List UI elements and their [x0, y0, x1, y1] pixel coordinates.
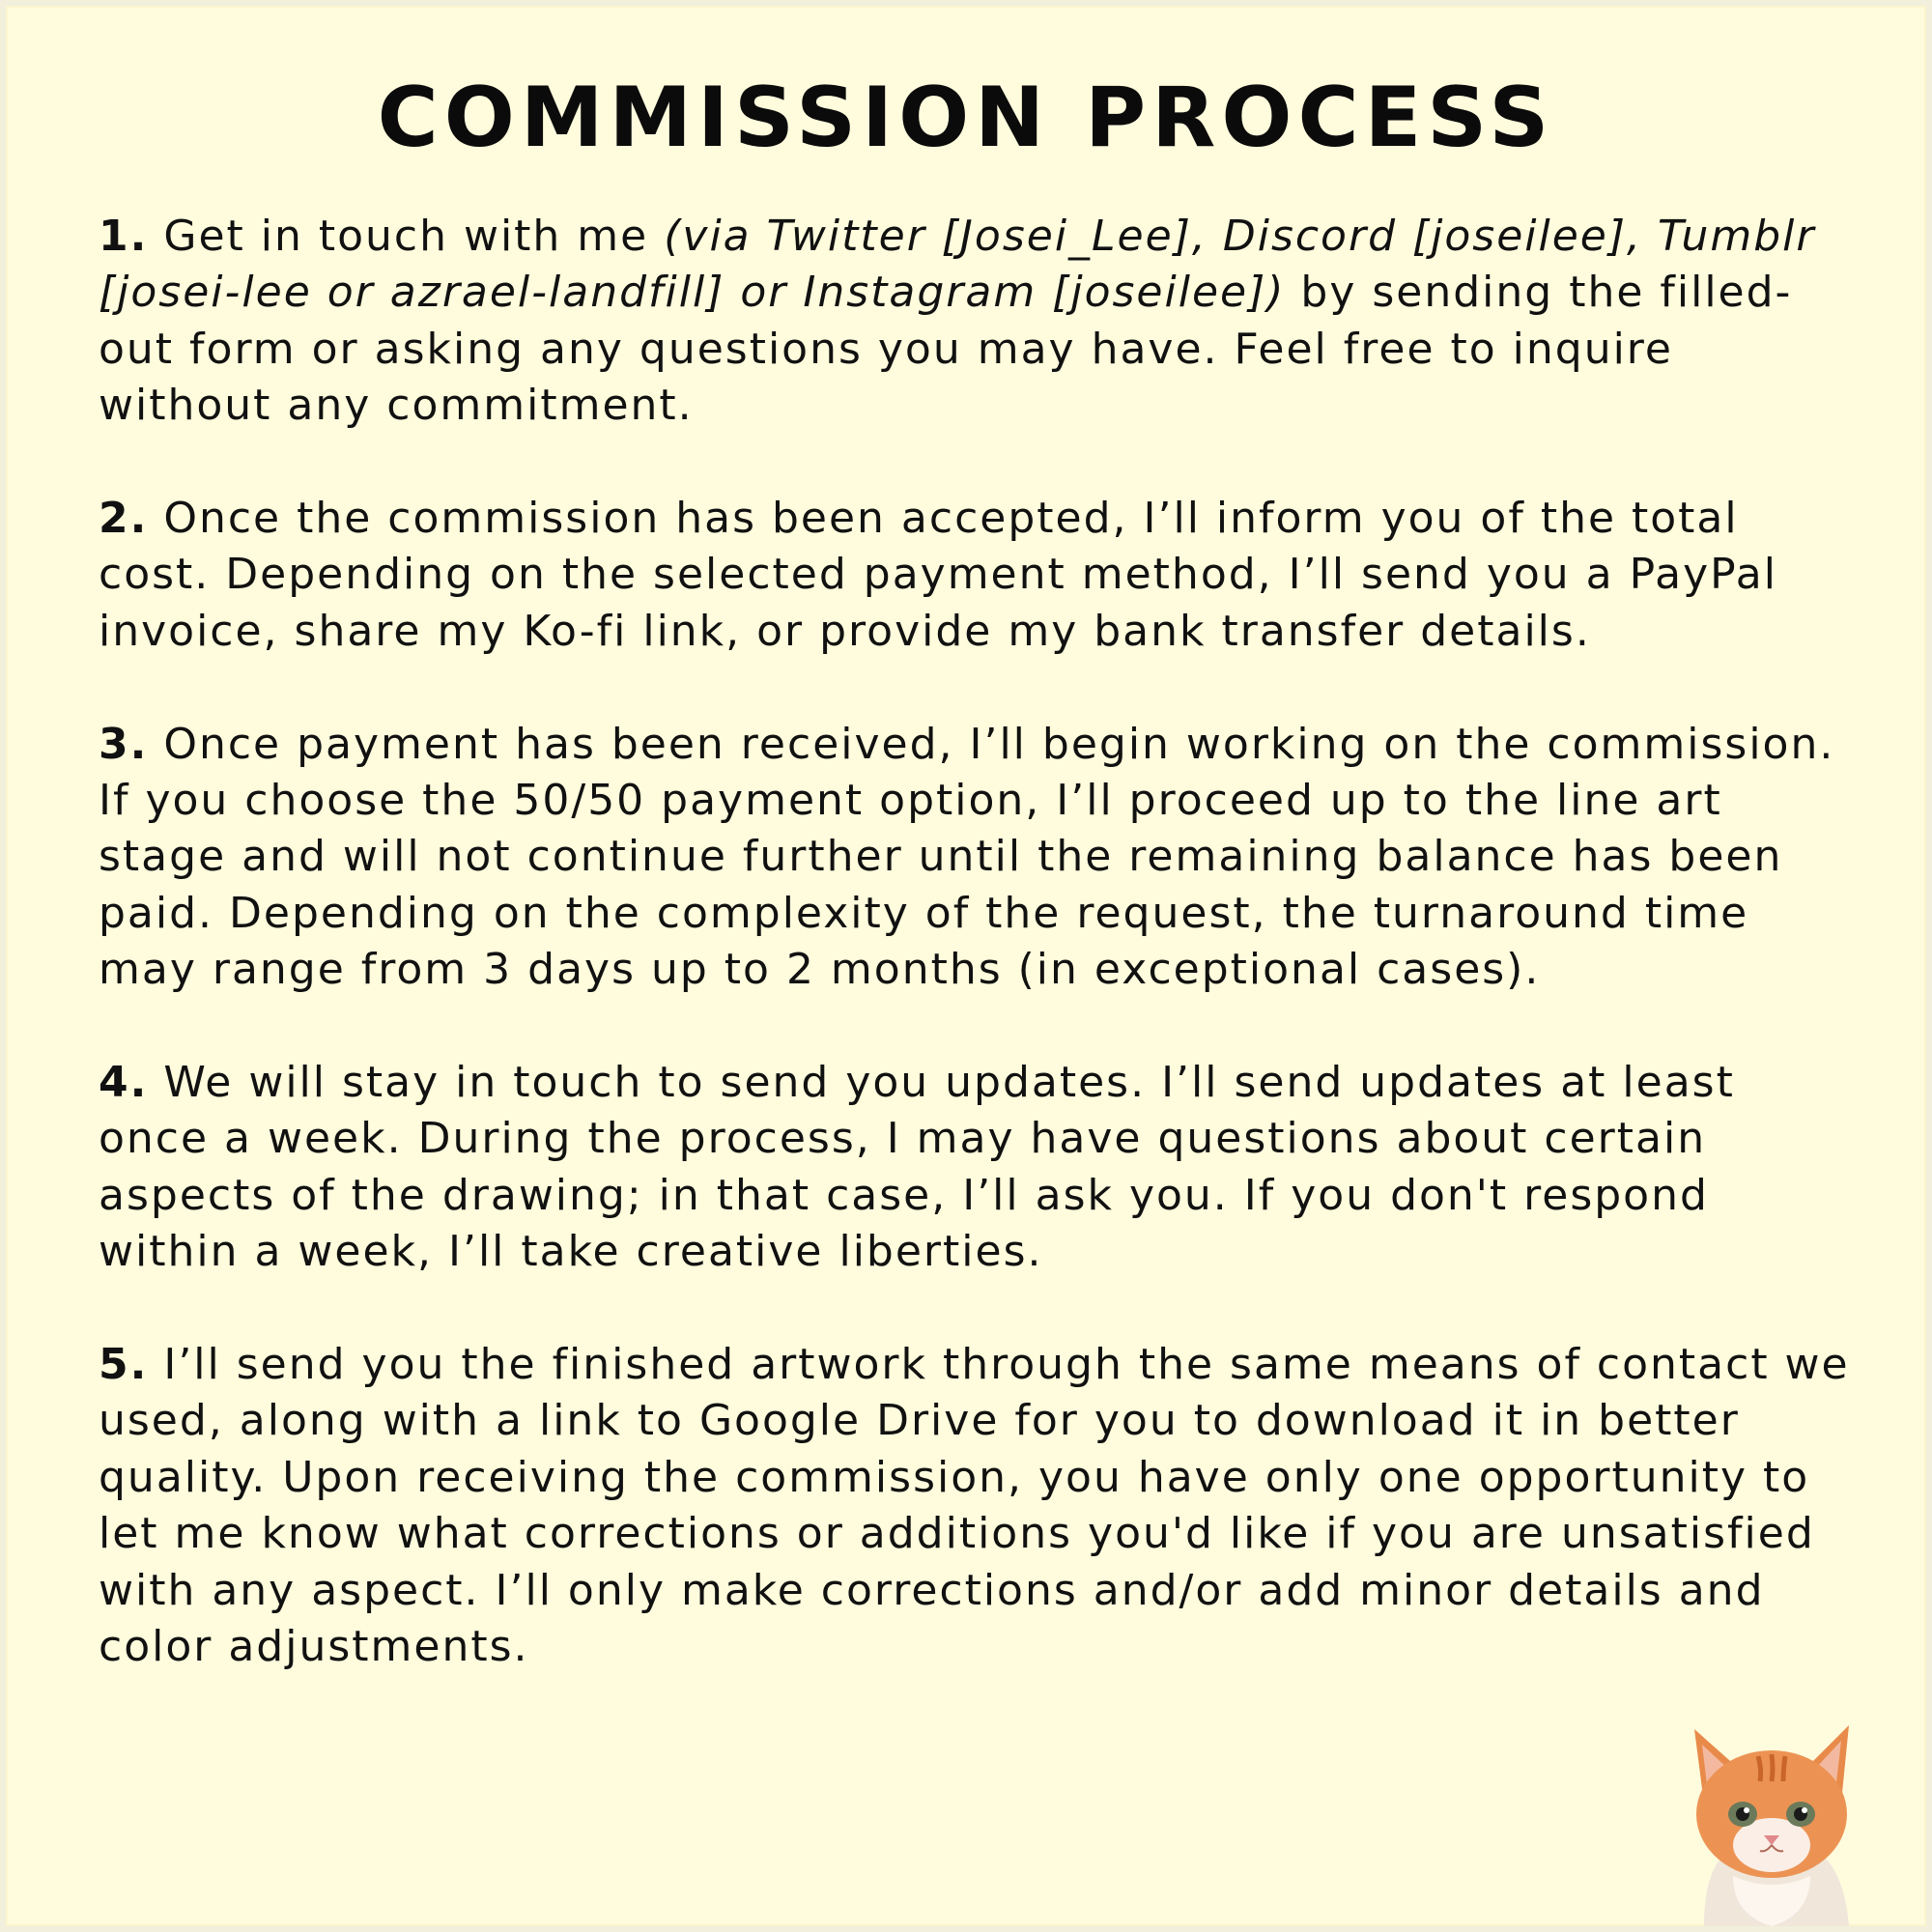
step-text: Get in touch with me	[163, 212, 665, 261]
step-4	[99, 1055, 1857, 1281]
step-3	[99, 717, 1857, 999]
step-text: We will stay in touch to send you updates. I’ll send updates at least once a week. During the process, I may have questions about certain aspects of the drawing; in that case, I’ll ask you. If you don't respond within a week, I’ll take creative liberties.	[99, 1058, 1735, 1277]
step-number: 2.	[99, 494, 149, 544]
steps-list	[99, 209, 1857, 1732]
step-number: 3.	[99, 719, 149, 769]
step-number: 4.	[99, 1058, 149, 1108]
step-text: by sending the filled-out form or asking any questions you may have. Feel free to inquire without any commitment.	[99, 268, 1793, 431]
contact-channels: (via Twitter [Josei_Lee], Discord [joseilee], Tumblr [josei-lee or azrael-landfill] or Instagram [joseilee])	[99, 212, 1816, 318]
step-number: 5.	[99, 1340, 149, 1390]
step-text: I’ll send you the finished artwork through the same means of contact we used, along with a link to Google Drive for you to download it in better quality. Upon receiving the commission, you have only one opportunity to let me know what corrections or additions you'd like if you are unsatisfied with any aspect. I’ll only make corrections and/or add minor details and color adjustments.	[99, 1340, 1850, 1672]
step-text: Once payment has been received, I’ll begin working on the commission. If you choose the 50/50 payment option, I’ll proceed up to the line art stage and will not continue further until the remaining balance has been paid. Depending on the complexity of the request, the turnaround time may range from 3 days up to 2 months (in exceptional cases).	[99, 719, 1835, 995]
step-number: 1.	[99, 212, 149, 261]
page-title: COMMISSION PROCESS	[377, 70, 1555, 166]
step-1	[99, 209, 1857, 435]
kitten-icon	[1665, 1721, 1878, 1926]
step-2	[99, 491, 1857, 660]
step-5	[99, 1337, 1857, 1675]
step-text: Once the commission has been accepted, I’ll inform you of the total cost. Depending on the selected payment method, I’ll send you a PayPal invoice, share my Ko-fi link, or provide my bank transfer details.	[99, 494, 1777, 656]
